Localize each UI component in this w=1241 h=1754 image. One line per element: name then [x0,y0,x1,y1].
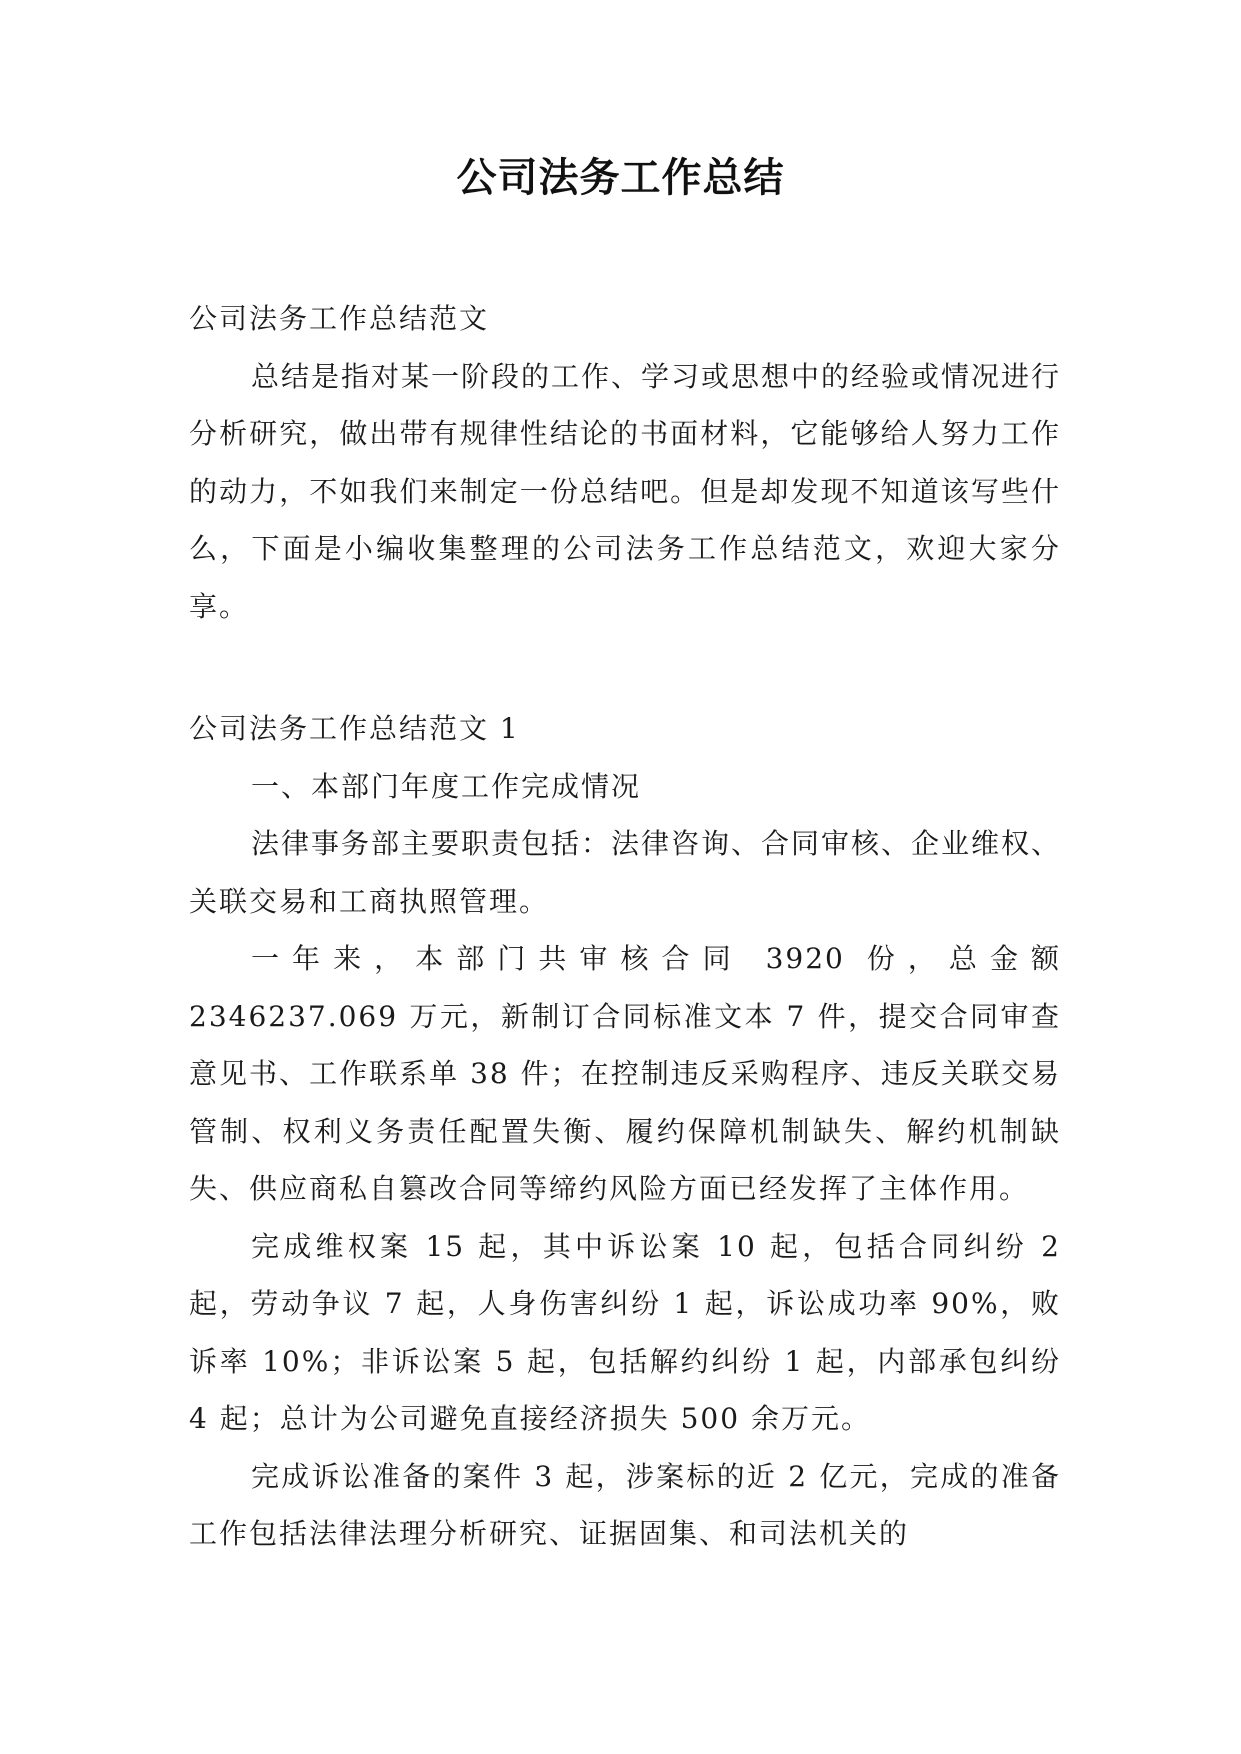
document-title: 公司法务工作总结 [456,155,785,201]
body-paragraph: 完成诉讼准备的案件 3 起，涉案标的近 2 亿元，完成的准备工作包括法律法理分析研究、证据固集、和司法机关的 [189,1459,1061,1550]
body-paragraph: 完成维权案 15 起，其中诉讼案 10 起，包括合同纠纷 2 起，劳动争议 7 起，人身伤害纠纷 1 起，诉讼成功率 90%，败诉率 10%；非诉讼案 5 起，包括解约纠纷 1 起，内部承包纠纷 4 起；总计为公司避免直接经济损失 500 余万元。 [189,1229,1061,1435]
body-paragraph: 法律事务部主要职责包括：法律咨询、合同审核、企业维权、关联交易和工商执照管理。 [189,827,1062,918]
body-paragraph: 一年来，本部门共审核合同 3920 份，总金额 2346237.069 万元，新制订合同标准文本 7 件，提交合同审查意见书、工作联系单 38 件；在控制违反采购程序、违反关联交易管制、权利义务责任配置失衡、履约保障机制缺失、解约机制缺失、供应商私自篡改合同等缔约风险方面已经发挥了主体作用。 [189,942,1061,1205]
section-heading: 一、本部门年度工作完成情况 [251,769,642,803]
intro-heading: 公司法务工作总结范文 [189,302,490,335]
intro-paragraph: 总结是指对某一阶段的工作、学习或思想中的经验或情况进行分析研究，做出带有规律性结论的书面材料，它能够给人努力工作的动力，不如我们来制定一份总结吧。但是却发现不知道该写些什么，下面是小编收集整理的公司法务工作总结范文，欢迎大家分享。 [189,359,1062,623]
sample-heading: 公司法务工作总结范文 1 [189,712,520,745]
document-body [189,290,1061,1563]
